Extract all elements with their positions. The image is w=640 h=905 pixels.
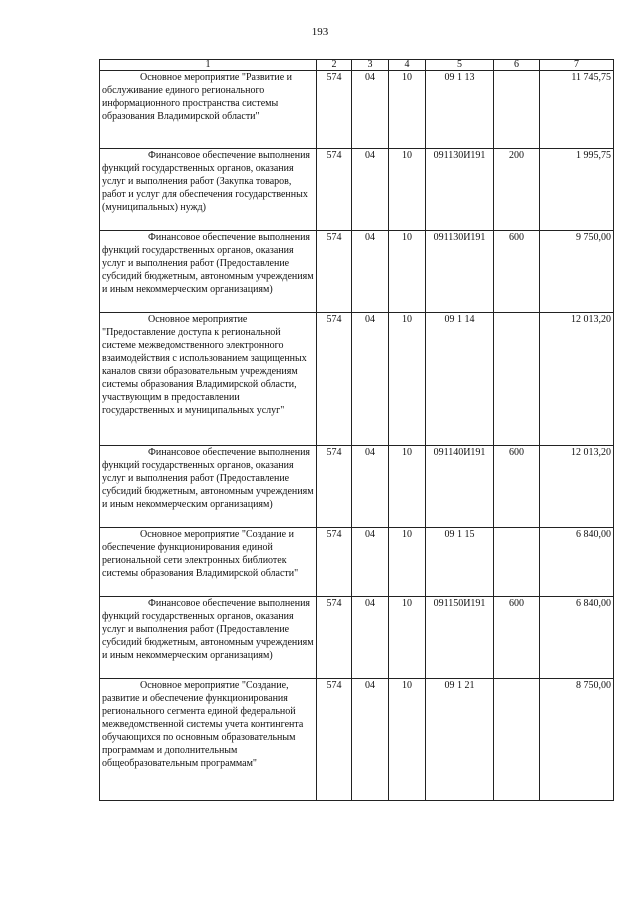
row-col-3: 04 xyxy=(352,679,389,801)
row-col-7: 6 840,00 xyxy=(540,528,614,597)
row-col-3: 04 xyxy=(352,528,389,597)
header-col-6: 6 xyxy=(494,60,540,71)
row-col-5: 09 1 14 xyxy=(426,313,494,446)
row-col-7: 12 013,20 xyxy=(540,446,614,528)
row-col-3: 04 xyxy=(352,313,389,446)
row-col-6 xyxy=(494,313,540,446)
header-row xyxy=(100,60,614,71)
row-col-4: 10 xyxy=(389,149,426,231)
row-col-4: 10 xyxy=(389,446,426,528)
row-description: Основное мероприятие "Создание, развитие и обеспечение функционирования регионального сегмента единой федеральной межведомственной системы учета контингента обучающихся по основным образовательным программам и дополнительным общеобразовательным программам" xyxy=(100,679,317,801)
page-number: 193 xyxy=(311,26,329,38)
table-row xyxy=(100,597,614,679)
table-header xyxy=(100,60,614,71)
row-col-3: 04 xyxy=(352,231,389,313)
table-row xyxy=(100,679,614,801)
row-col-6: 600 xyxy=(494,231,540,313)
row-col-5: 09 1 13 xyxy=(426,71,494,149)
row-col-4: 10 xyxy=(389,231,426,313)
row-col-6: 200 xyxy=(494,149,540,231)
row-col-5: 09 1 21 xyxy=(426,679,494,801)
row-col-6 xyxy=(494,528,540,597)
row-col-3: 04 xyxy=(352,149,389,231)
row-col-4: 10 xyxy=(389,679,426,801)
row-col-4: 10 xyxy=(389,313,426,446)
table-row xyxy=(100,71,614,149)
row-col-2: 574 xyxy=(317,71,352,149)
row-col-5: 091130И191 xyxy=(426,231,494,313)
table-row xyxy=(100,446,614,528)
row-description: Основное мероприятие "Предоставление доступа к региональной системе межведомственного электронного взаимодействия с использованием защищенных каналов связи образовательным учреждениям системы образования Владимирской области, участвующим в предоставлении государственных и муниципальных услуг" xyxy=(100,313,317,446)
header-col-1: 1 xyxy=(100,60,317,71)
row-col-2: 574 xyxy=(317,597,352,679)
row-col-6: 600 xyxy=(494,597,540,679)
row-col-6 xyxy=(494,679,540,801)
row-col-7: 1 995,75 xyxy=(540,149,614,231)
row-col-7: 11 745,75 xyxy=(540,71,614,149)
row-col-7: 12 013,20 xyxy=(540,313,614,446)
row-col-4: 10 xyxy=(389,597,426,679)
row-col-2: 574 xyxy=(317,149,352,231)
table-row xyxy=(100,231,614,313)
row-col-5: 091140И191 xyxy=(426,446,494,528)
table-row xyxy=(100,149,614,231)
row-col-2: 574 xyxy=(317,231,352,313)
row-description: Основное мероприятие "Развитие и обслуживание единого регионального информационного пространства системы образования Владимирской области" xyxy=(100,71,317,149)
row-col-7: 8 750,00 xyxy=(540,679,614,801)
row-col-5: 091130И191 xyxy=(426,149,494,231)
header-col-7: 7 xyxy=(540,60,614,71)
row-col-3: 04 xyxy=(352,446,389,528)
row-description: Финансовое обеспечение выполнения функций государственных органов, оказания услуг и выполнения работ (Предоставление субсидий бюджетным, автономным учреждениям и иным некоммерческим организациям) xyxy=(100,446,317,528)
budget-table xyxy=(99,59,614,801)
row-col-2: 574 xyxy=(317,446,352,528)
header-col-4: 4 xyxy=(389,60,426,71)
row-col-2: 574 xyxy=(317,528,352,597)
row-description: Основное мероприятие "Создание и обеспечение функционирования единой региональной сети электронных библиотек системы образования Владимирской области" xyxy=(100,528,317,597)
table-row xyxy=(100,528,614,597)
table-body xyxy=(100,71,614,801)
row-col-4: 10 xyxy=(389,528,426,597)
row-col-2: 574 xyxy=(317,679,352,801)
row-description: Финансовое обеспечение выполнения функций государственных органов, оказания услуг и выполнения работ (Предоставление субсидий бюджетным, автономным учреждениям и иным некоммерческим организациям) xyxy=(100,597,317,679)
row-col-7: 9 750,00 xyxy=(540,231,614,313)
row-col-2: 574 xyxy=(317,313,352,446)
row-col-5: 09 1 15 xyxy=(426,528,494,597)
row-description: Финансовое обеспечение выполнения функций государственных органов, оказания услуг и выполнения работ (Предоставление субсидий бюджетным, автономным учреждениям и иным некоммерческим организациям) xyxy=(100,231,317,313)
row-col-5: 091150И191 xyxy=(426,597,494,679)
row-col-7: 6 840,00 xyxy=(540,597,614,679)
row-col-6 xyxy=(494,71,540,149)
row-description: Финансовое обеспечение выполнения функций государственных органов, оказания услуг и выполнения работ (Закупка товаров, работ и услуг для обеспечения государственных (муниципальных) нужд) xyxy=(100,149,317,231)
row-col-3: 04 xyxy=(352,597,389,679)
table-row xyxy=(100,313,614,446)
row-col-6: 600 xyxy=(494,446,540,528)
row-col-4: 10 xyxy=(389,71,426,149)
header-col-3: 3 xyxy=(352,60,389,71)
row-col-3: 04 xyxy=(352,71,389,149)
header-col-5: 5 xyxy=(426,60,494,71)
header-col-2: 2 xyxy=(317,60,352,71)
